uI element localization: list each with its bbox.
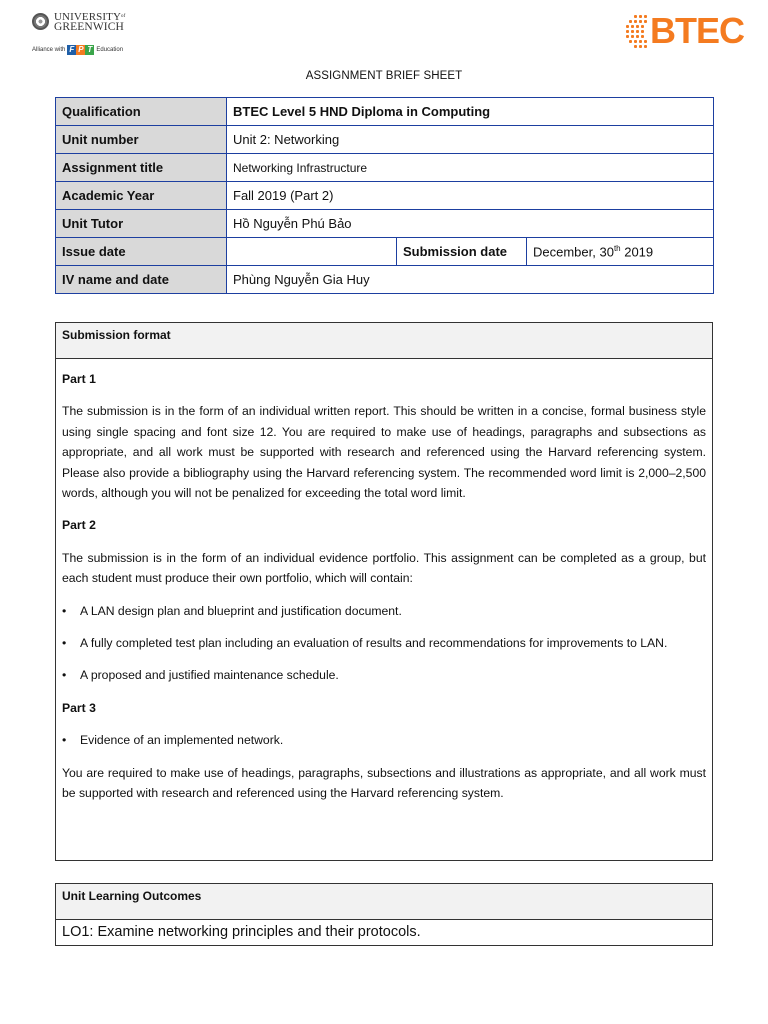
table-row <box>56 154 714 182</box>
btec-logo: BTEC <box>626 13 744 49</box>
submission-format-box <box>55 322 713 861</box>
part-2-list <box>62 601 706 686</box>
list-item: • A proposed and justified maintenance schedule. <box>62 665 706 685</box>
table-row <box>56 126 714 154</box>
unit-learning-outcomes-heading: Unit Learning Outcomes <box>56 884 712 920</box>
list-item: • Evidence of an implemented network. <box>62 730 706 750</box>
page-header <box>0 0 768 66</box>
part-2-heading: Part 2 <box>62 518 96 533</box>
assignment-title-value: Networking Infrastructure <box>227 154 714 182</box>
btec-dots-icon <box>626 14 648 48</box>
table-row <box>56 182 714 210</box>
unit-number-label: Unit number <box>56 126 227 154</box>
part-3-heading: Part 3 <box>62 700 96 715</box>
issue-date-label: Issue date <box>56 238 227 266</box>
alliance-line: Alliance with F P T Education <box>32 45 124 54</box>
assignment-brief-table <box>55 97 714 294</box>
list-item: • A LAN design plan and blueprint and justification document. <box>62 601 706 621</box>
unit-tutor-label: Unit Tutor <box>56 210 227 238</box>
part-1-text: The submission is in the form of an individual written report. This should be written in a concise, formal business style using single spacing and font size 12. You are required to make use of headings, paragraphs and subsections as appropriate, and all work must be supported with research and referenced using the Harvard referencing system. Please also provide a bibliography using the Harvard referencing system. The recommended word limit is 2,000–2,500 words, although you will not be penalized for exceeding the total word limit. <box>62 404 706 501</box>
submission-format-body <box>56 359 712 804</box>
qualification-value: BTEC Level 5 HND Diploma in Computing <box>227 98 714 126</box>
table-row <box>56 210 714 238</box>
academic-year-value: Fall 2019 (Part 2) <box>227 182 714 210</box>
unit-tutor-value: Hồ Nguyễn Phú Bảo <box>227 210 714 238</box>
part-3-list <box>62 730 706 750</box>
qualification-label: Qualification <box>56 98 227 126</box>
learning-outcome-1: LO1: Examine networking principles and their protocols. <box>62 924 421 940</box>
fpt-logo: F P T <box>67 45 94 55</box>
submission-date-label: Submission date <box>397 238 527 266</box>
document-title: ASSIGNMENT BRIEF SHEET <box>305 70 463 82</box>
iv-name-label: IV name and date <box>56 266 227 294</box>
unit-number-value: Unit 2: Networking <box>227 126 714 154</box>
table-row <box>56 98 714 126</box>
issue-date-value <box>227 238 397 266</box>
university-of-greenwich-logo <box>32 11 172 59</box>
list-item: • A fully completed test plan including an evaluation of results and recommendations for improvements to LAN. <box>62 633 706 653</box>
table-row <box>56 238 714 266</box>
academic-year-label: Academic Year <box>56 182 227 210</box>
university-crest-icon <box>32 13 49 30</box>
submission-format-heading: Submission format <box>56 323 712 359</box>
part-2-text: The submission is in the form of an individual evidence portfolio. This assignment can be completed as a group, but each student must produce their own portfolio, which will contain: <box>62 550 706 586</box>
university-name: $UNIVERSITY^{of}$ GREENWICH <box>54 11 126 33</box>
assignment-title-label: Assignment title <box>56 154 227 182</box>
iv-name-value: Phùng Nguyễn Gia Huy <box>227 266 714 294</box>
part-1-heading: Part 1 <box>62 372 96 386</box>
submission-date-value: December, 30th 2019 <box>527 238 714 266</box>
closing-text: You are required to make use of headings, paragraphs, subsections and illustrations as appropriate, and all work must be supported with research and referenced using the Harvard referencing system. <box>62 765 706 801</box>
unit-learning-outcomes-box <box>55 883 713 946</box>
table-row <box>56 266 714 294</box>
